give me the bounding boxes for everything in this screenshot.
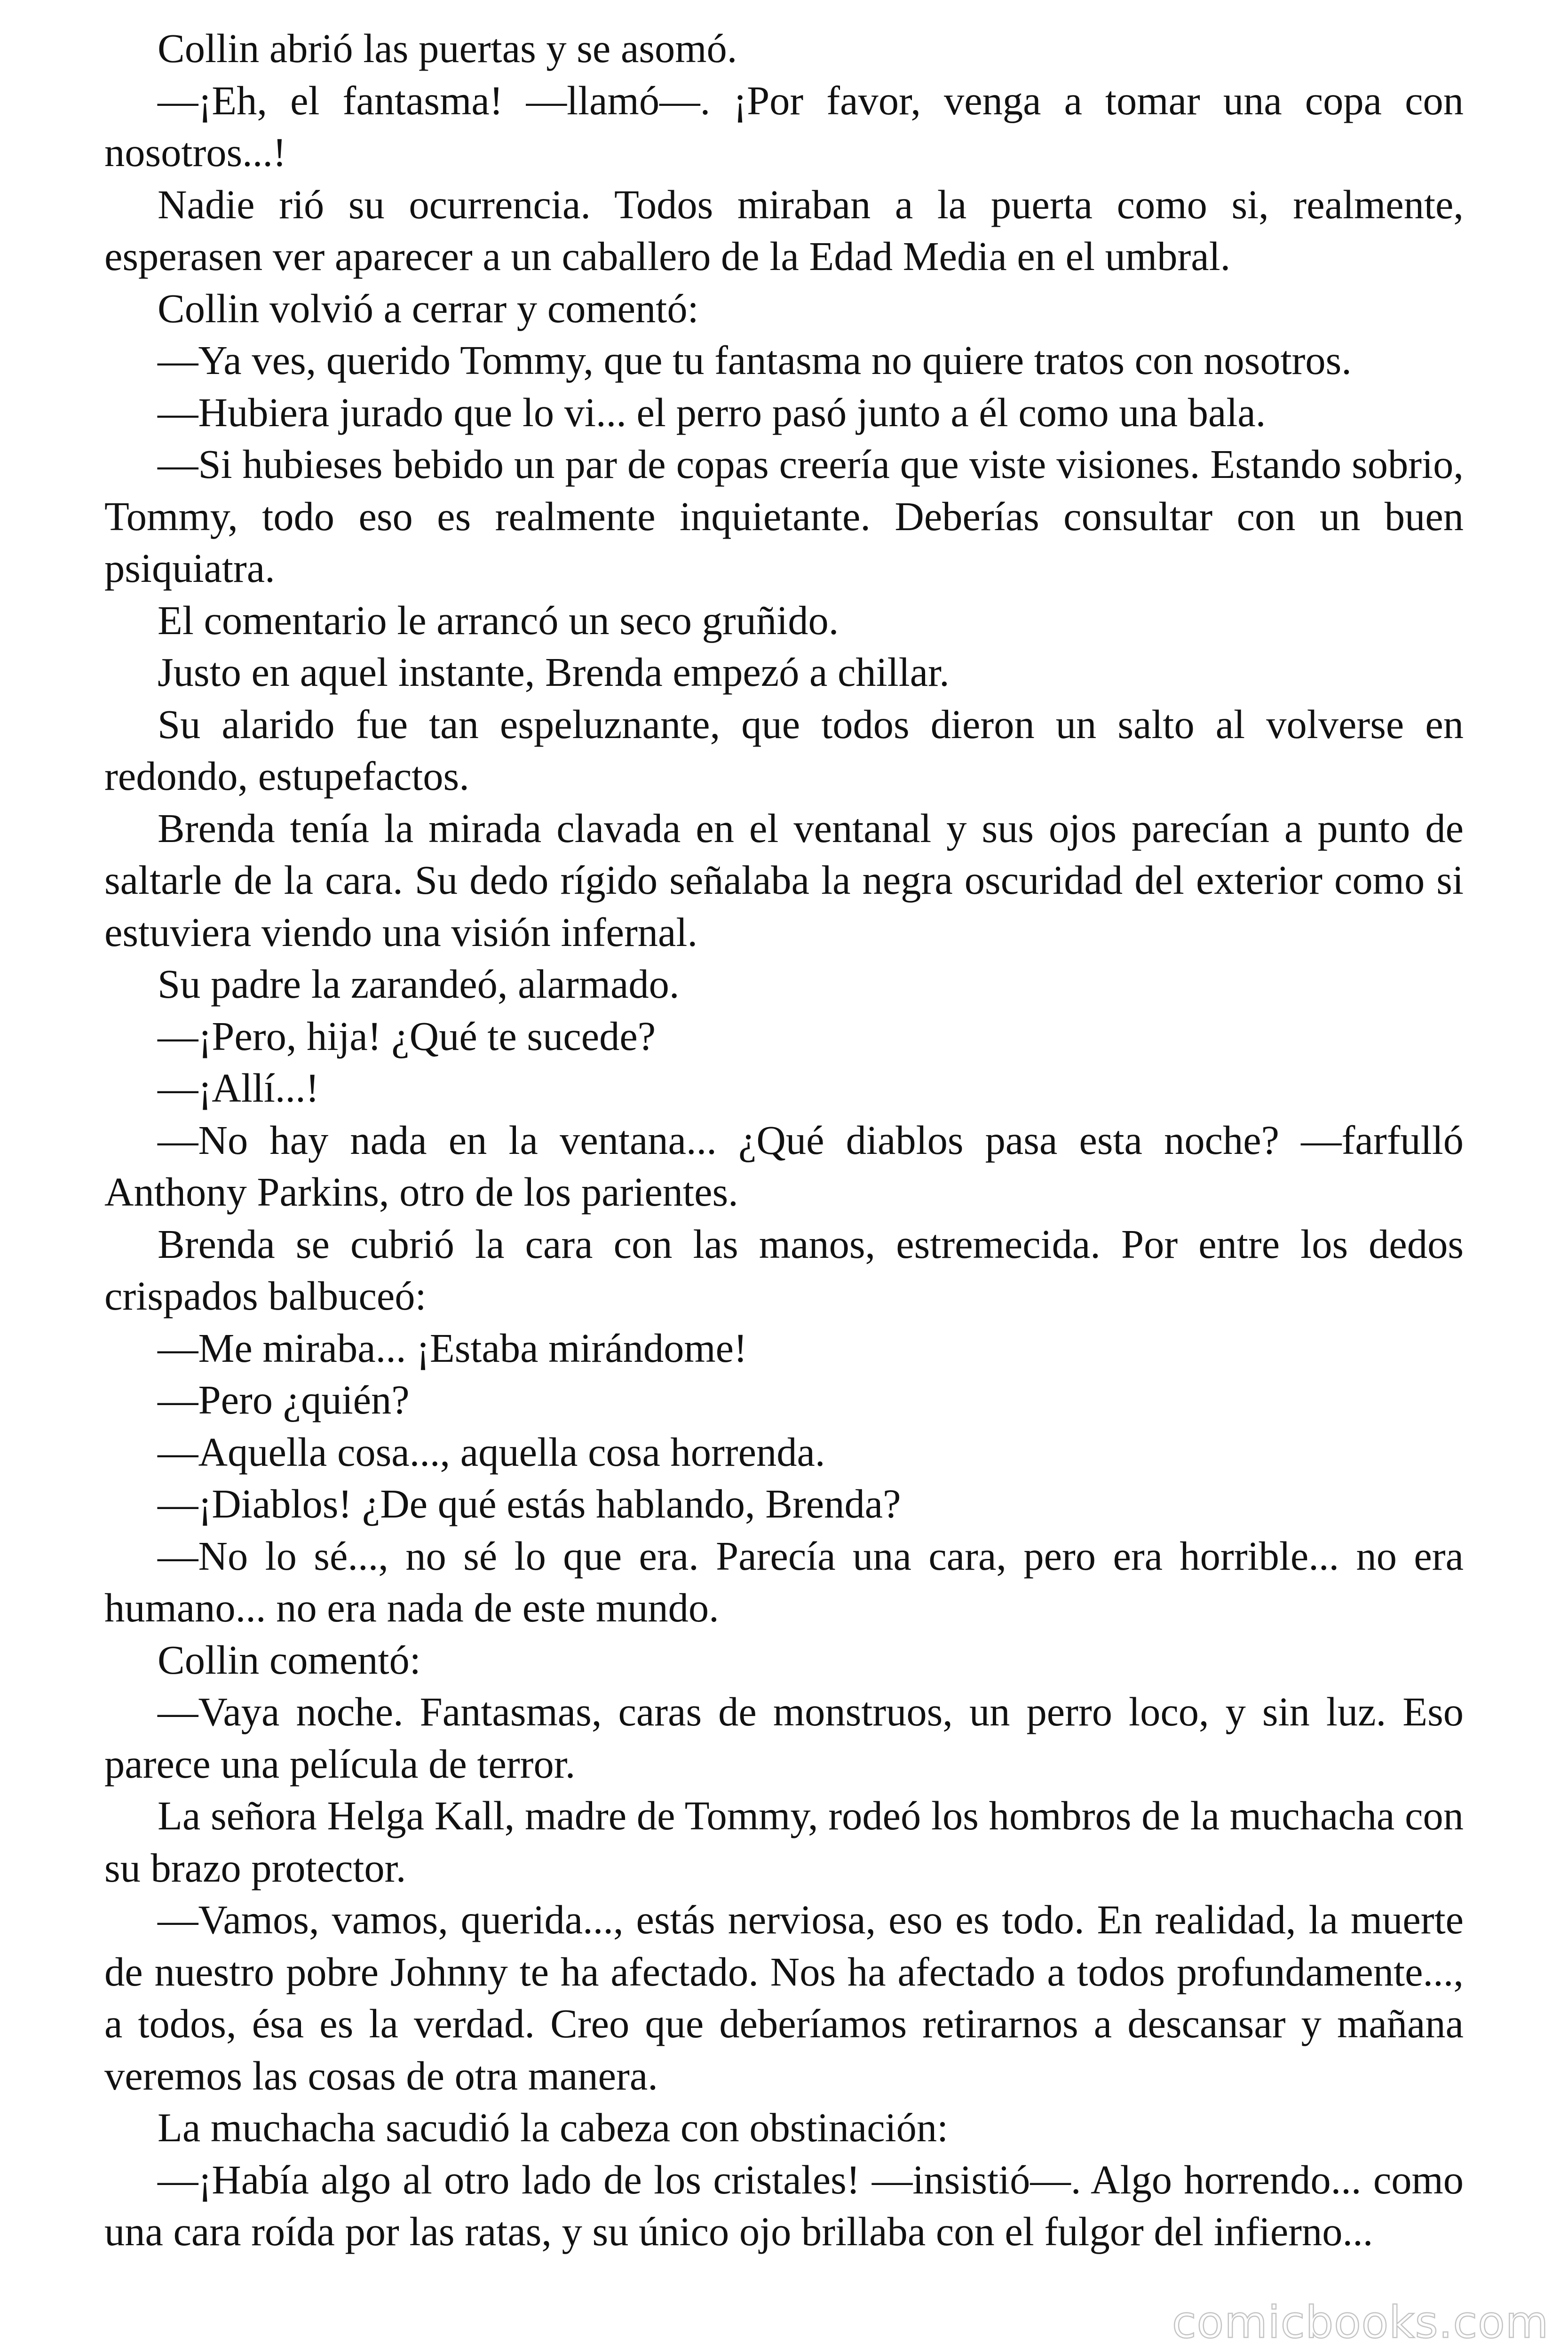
paragraph: —Vamos, vamos, querida..., estás nerviosa, eso es todo. En realidad, la muerte de nuestro pobre Johnny te ha afectado. Nos ha afectado a todos profundamente..., a todos, ésa es la verdad. Creo que deberíamos retirarnos a descansar y mañana veremos las cosas de otra manera. [104,1897,1464,2098]
paragraph: Brenda se cubrió la cara con las manos, estremecida. Por entre los dedos crispados balbuceó: [104,1221,1464,1319]
paragraph: El comentario le arrancó un seco gruñido. [158,597,839,643]
paragraph: Nadie rió su ocurrencia. Todos miraban a la puerta como si, realmente, esperasen ver aparecer a un caballero de la Edad Media en el umbral. [104,182,1464,279]
paragraph: —¡Había algo al otro lado de los cristales! —insistió—. Algo horrendo... como una cara roída por las ratas, y su único ojo brillaba con el fulgor del infierno... [104,2157,1464,2254]
paragraph: —¡Eh, el fantasma! —llamó—. ¡Por favor, venga a tomar una copa con nosotros...! [104,78,1464,175]
paragraph: —Hubiera jurado que lo vi... el perro pasó junto a él como una bala. [158,389,1266,435]
paragraph: Brenda tenía la mirada clavada en el ventanal y sus ojos parecían a punto de saltarle de la cara. Su dedo rígido señalaba la negra oscuridad del exterior como si estuviera viendo una visión infernal. [104,805,1464,955]
paragraph: Collin abrió las puertas y se asomó. [158,26,737,71]
paragraph: La señora Helga Kall, madre de Tommy, rodeó los hombros de la muchacha con su brazo protector. [104,1793,1464,1891]
paragraph: —No hay nada en la ventana... ¿Qué diablos pasa esta noche? —farfulló Anthony Parkins, otro de los parientes. [104,1117,1464,1215]
paragraph: Collin volvió a cerrar y comentó: [158,286,699,331]
paragraph: Su alarido fue tan espeluznante, que todos dieron un salto al volverse en redondo, estupefactos. [104,701,1464,799]
paragraph: —Vaya noche. Fantasmas, caras de monstruos, un perro loco, y sin luz. Eso parece una película de terror. [104,1689,1464,1787]
paragraph: —Pero ¿quién? [158,1377,410,1422]
paragraph: —Ya ves, querido Tommy, que tu fantasma no quiere tratos con nosotros. [158,338,1352,383]
paragraph: —Me miraba... ¡Estaba mirándome! [158,1325,747,1371]
paragraph: —¡Allí...! [158,1065,319,1111]
watermark: comicbooks.com [1172,2297,1549,2348]
paragraph: —¡Diablos! ¿De qué estás hablando, Brenda? [158,1481,901,1526]
paragraph: Collin comentó: [158,1637,421,1683]
paragraph: —Aquella cosa..., aquella cosa horrenda. [158,1429,825,1475]
paragraph: Su padre la zarandeó, alarmado. [158,961,680,1007]
paragraph: Justo en aquel instante, Brenda empezó a chillar. [158,650,950,695]
paragraph: La muchacha sacudió la cabeza con obstinación: [158,2105,949,2150]
paragraph: —¡Pero, hija! ¿Qué te sucede? [158,1013,656,1059]
paragraph: —Si hubieses bebido un par de copas creería que viste visiones. Estando sobrio, Tommy, todo eso es realmente inquietante. Deberías consultar con un buen psiquiatra. [104,442,1464,591]
book-page-text [104,23,1464,2258]
paragraph: —No lo sé..., no sé lo que era. Parecía una cara, pero era horrible... no era humano... no era nada de este mundo. [104,1533,1464,1630]
